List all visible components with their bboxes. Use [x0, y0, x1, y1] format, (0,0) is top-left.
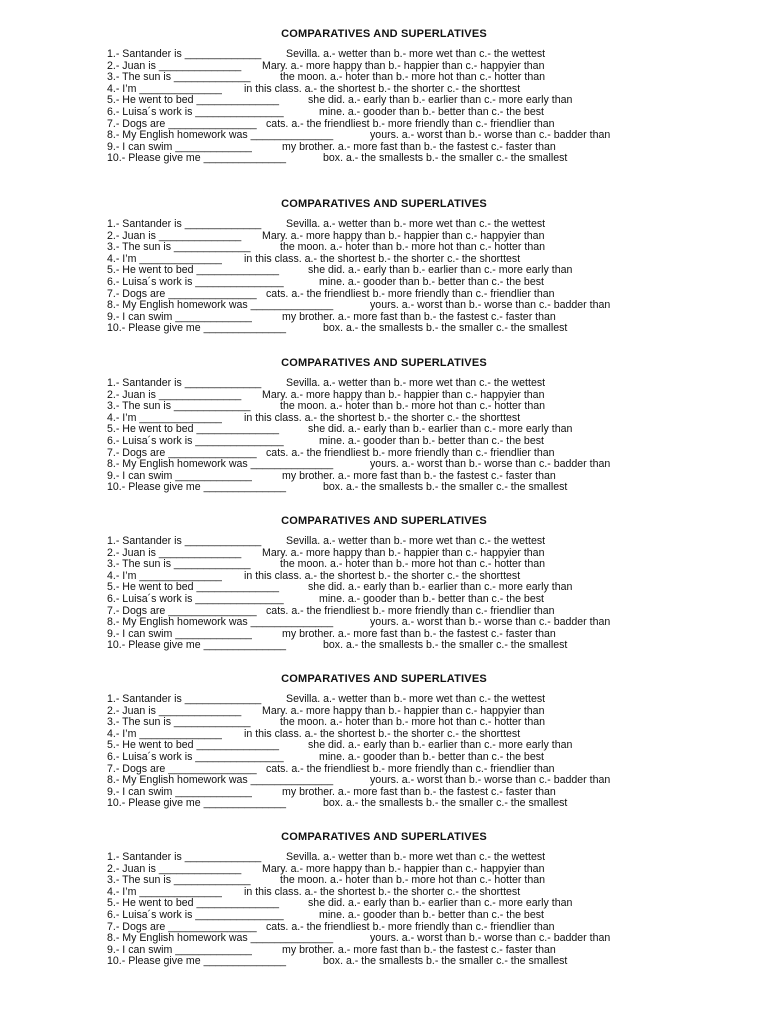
question-options: box. a.- the smallests b.- the smaller c.- the smallest	[323, 481, 568, 494]
question-options: cats. a.- the friendliest b.- more friendly than c.- friendlier than	[266, 920, 555, 933]
question-options: my brother. a.- more fast than b.- the fastest c.- faster than	[282, 310, 556, 323]
question-row	[0, 956, 768, 968]
question-row	[0, 798, 768, 810]
question-options: box. a.- the smallests b.- the smaller c.- the smallest	[323, 955, 568, 968]
question-options: mine. a.- gooder than b.- better than c.- the best	[319, 750, 544, 763]
question-stem: 10.- Please give me ______________	[107, 152, 287, 165]
question-options: cats. a.- the friendliest b.- more friendly than c.- friendlier than	[266, 446, 555, 459]
question-list	[0, 378, 768, 494]
question-row	[0, 436, 768, 448]
question-options: yours. a.- worst than b.- worse than c.- badder than	[370, 458, 611, 471]
question-stem: 10.- Please give me ______________	[107, 639, 287, 652]
question-options: yours. a.- worst than b.- worse than c.- badder than	[370, 299, 611, 312]
question-row	[0, 910, 768, 922]
question-stem: 2.- Juan is ______________	[107, 704, 242, 717]
question-options: mine. a.- gooder than b.- better than c.- the best	[319, 908, 544, 921]
question-options: in this class. a.- the shortest b.- the shorter c.- the shorttest	[244, 569, 521, 582]
question-options: cats. a.- the friendliest b.- more friendly than c.- friendlier than	[266, 604, 555, 617]
question-row	[0, 852, 768, 864]
question-stem: 4.- I’m ______________	[107, 727, 222, 740]
question-stem: 10.- Please give me ______________	[107, 955, 287, 968]
question-list	[0, 852, 768, 968]
question-stem: 5.- He went to bed ______________	[107, 94, 279, 107]
question-stem: 1.- Santander is _____________	[107, 693, 262, 705]
question-row	[0, 459, 768, 471]
question-stem: 7.- Dogs are _______________	[107, 920, 257, 933]
question-stem: 4.- I’m ______________	[107, 411, 222, 424]
question-options: mine. a.- gooder than b.- better than c.- the best	[319, 275, 544, 288]
question-options: box. a.- the smallests b.- the smaller c.- the smallest	[323, 322, 568, 335]
question-row	[0, 153, 768, 165]
question-list	[0, 536, 768, 652]
question-options: my brother. a.- more fast than b.- the fastest c.- faster than	[282, 627, 556, 640]
question-options: in this class. a.- the shortest b.- the shorter c.- the shorttest	[244, 727, 521, 740]
question-options: in this class. a.- the shortest b.- the shorter c.- the shorttest	[244, 411, 521, 424]
question-stem: 5.- He went to bed ______________	[107, 423, 279, 436]
question-row	[0, 752, 768, 764]
question-options: my brother. a.- more fast than b.- the fastest c.- faster than	[282, 785, 556, 798]
question-row	[0, 594, 768, 606]
question-stem: 8.- My English homework was ______________	[107, 129, 334, 142]
question-options: Sevilla. a.- wetter than b.- more wet than c.- the wettest	[286, 218, 546, 230]
question-stem: 10.- Please give me ______________	[107, 322, 287, 335]
question-options: she did. a.- early than b.- earlier than c.- more early than	[308, 897, 573, 910]
question-stem: 6.- Luisa´s work is _______________	[107, 592, 284, 605]
question-stem: 7.- Dogs are _______________	[107, 287, 257, 300]
question-options: Mary. a.- more happy than b.- happier than c.- happyier than	[262, 229, 545, 242]
question-stem: 6.- Luisa´s work is _______________	[107, 750, 284, 763]
question-options: the moon. a.- hoter than b.- more hot than c.- hotter than	[280, 241, 545, 254]
question-options: Mary. a.- more happy than b.- happier than c.- happyier than	[262, 388, 545, 401]
question-stem: 2.- Juan is ______________	[107, 59, 242, 72]
question-options: the moon. a.- hoter than b.- more hot than c.- hotter than	[280, 874, 545, 887]
question-row	[0, 323, 768, 335]
question-stem: 3.- The sun is _____________	[107, 71, 251, 84]
question-options: Sevilla. a.- wetter than b.- more wet than c.- the wettest	[286, 851, 546, 863]
question-list	[0, 694, 768, 810]
question-options: the moon. a.- hoter than b.- more hot than c.- hotter than	[280, 558, 545, 571]
question-row	[0, 277, 768, 289]
question-stem: 8.- My English homework was ______________	[107, 458, 334, 471]
question-options: my brother. a.- more fast than b.- the fastest c.- faster than	[282, 943, 556, 956]
question-stem: 7.- Dogs are _______________	[107, 604, 257, 617]
question-options: cats. a.- the friendliest b.- more friendly than c.- friendlier than	[266, 117, 555, 130]
question-stem: 4.- I’m ______________	[107, 82, 222, 95]
question-options: the moon. a.- hoter than b.- more hot than c.- hotter than	[280, 716, 545, 729]
question-stem: 1.- Santander is _____________	[107, 535, 262, 547]
question-row	[0, 536, 768, 548]
question-options: mine. a.- gooder than b.- better than c.- the best	[319, 105, 544, 118]
question-stem: 4.- I’m ______________	[107, 885, 222, 898]
question-options: in this class. a.- the shortest b.- the shorter c.- the shorttest	[244, 82, 521, 95]
question-stem: 1.- Santander is _____________	[107, 218, 262, 230]
question-options: yours. a.- worst than b.- worse than c.- badder than	[370, 932, 611, 945]
question-stem: 5.- He went to bed ______________	[107, 264, 279, 277]
question-stem: 5.- He went to bed ______________	[107, 581, 279, 594]
question-stem: 3.- The sun is _____________	[107, 558, 251, 571]
question-options: mine. a.- gooder than b.- better than c.- the best	[319, 434, 544, 447]
question-stem: 1.- Santander is _____________	[107, 377, 262, 389]
question-stem: 1.- Santander is _____________	[107, 851, 262, 863]
question-options: she did. a.- early than b.- earlier than c.- more early than	[308, 264, 573, 277]
question-stem: 7.- Dogs are _______________	[107, 446, 257, 459]
question-options: Mary. a.- more happy than b.- happier than c.- happyier than	[262, 59, 545, 72]
question-list	[0, 49, 768, 165]
exercise-block	[0, 672, 768, 810]
question-options: she did. a.- early than b.- earlier than c.- more early than	[308, 739, 573, 752]
question-options: Sevilla. a.- wetter than b.- more wet than c.- the wettest	[286, 693, 546, 705]
question-row	[0, 130, 768, 142]
question-options: Mary. a.- more happy than b.- happier than c.- happyier than	[262, 546, 545, 559]
question-row	[0, 219, 768, 231]
question-stem: 2.- Juan is ______________	[107, 388, 242, 401]
question-options: she did. a.- early than b.- earlier than c.- more early than	[308, 423, 573, 436]
exercise-block	[0, 514, 768, 652]
question-stem: 9.- I can swim _____________	[107, 469, 252, 482]
question-stem: 3.- The sun is _____________	[107, 874, 251, 887]
block-title: COMPARATIVES AND SUPERLATIVES	[281, 357, 487, 369]
block-title: COMPARATIVES AND SUPERLATIVES	[281, 28, 487, 40]
question-list	[0, 219, 768, 335]
question-stem: 9.- I can swim _____________	[107, 310, 252, 323]
question-stem: 2.- Juan is ______________	[107, 862, 242, 875]
question-row	[0, 300, 768, 312]
exercise-block	[0, 830, 768, 968]
question-stem: 6.- Luisa´s work is _______________	[107, 434, 284, 447]
question-stem: 2.- Juan is ______________	[107, 546, 242, 559]
question-options: yours. a.- worst than b.- worse than c.- badder than	[370, 616, 611, 629]
question-options: Mary. a.- more happy than b.- happier than c.- happyier than	[262, 862, 545, 875]
question-row	[0, 933, 768, 945]
question-stem: 8.- My English homework was ______________	[107, 774, 334, 787]
question-row	[0, 49, 768, 61]
question-options: mine. a.- gooder than b.- better than c.- the best	[319, 592, 544, 605]
question-stem: 6.- Luisa´s work is _______________	[107, 275, 284, 288]
question-row	[0, 617, 768, 629]
question-stem: 6.- Luisa´s work is _______________	[107, 105, 284, 118]
question-stem: 4.- I’m ______________	[107, 252, 222, 265]
exercise-block	[0, 27, 768, 165]
question-options: my brother. a.- more fast than b.- the fastest c.- faster than	[282, 469, 556, 482]
question-stem: 7.- Dogs are _______________	[107, 762, 257, 775]
question-options: in this class. a.- the shortest b.- the shorter c.- the shorttest	[244, 252, 521, 265]
question-stem: 9.- I can swim _____________	[107, 785, 252, 798]
question-stem: 8.- My English homework was ______________	[107, 616, 334, 629]
question-row	[0, 775, 768, 787]
block-title: COMPARATIVES AND SUPERLATIVES	[281, 515, 487, 527]
question-row	[0, 482, 768, 494]
question-stem: 8.- My English homework was ______________	[107, 299, 334, 312]
question-options: Sevilla. a.- wetter than b.- more wet than c.- the wettest	[286, 377, 546, 389]
question-stem: 3.- The sun is _____________	[107, 241, 251, 254]
question-stem: 9.- I can swim _____________	[107, 627, 252, 640]
block-title: COMPARATIVES AND SUPERLATIVES	[281, 198, 487, 210]
question-options: yours. a.- worst than b.- worse than c.- badder than	[370, 774, 611, 787]
question-stem: 4.- I’m ______________	[107, 569, 222, 582]
question-options: Mary. a.- more happy than b.- happier than c.- happyier than	[262, 704, 545, 717]
question-options: box. a.- the smallests b.- the smaller c.- the smallest	[323, 639, 568, 652]
question-stem: 3.- The sun is _____________	[107, 716, 251, 729]
question-options: box. a.- the smallests b.- the smaller c.- the smallest	[323, 797, 568, 810]
question-stem: 8.- My English homework was ______________	[107, 932, 334, 945]
block-title: COMPARATIVES AND SUPERLATIVES	[281, 673, 487, 685]
question-options: box. a.- the smallests b.- the smaller c.- the smallest	[323, 152, 568, 165]
question-options: in this class. a.- the shortest b.- the shorter c.- the shorttest	[244, 885, 521, 898]
question-options: she did. a.- early than b.- earlier than c.- more early than	[308, 581, 573, 594]
question-options: my brother. a.- more fast than b.- the fastest c.- faster than	[282, 140, 556, 153]
question-stem: 10.- Please give me ______________	[107, 481, 287, 494]
question-stem: 5.- He went to bed ______________	[107, 739, 279, 752]
question-options: cats. a.- the friendliest b.- more friendly than c.- friendlier than	[266, 762, 555, 775]
question-options: the moon. a.- hoter than b.- more hot than c.- hotter than	[280, 400, 545, 413]
question-row	[0, 378, 768, 390]
question-stem: 5.- He went to bed ______________	[107, 897, 279, 910]
question-stem: 1.- Santander is _____________	[107, 48, 262, 60]
question-stem: 10.- Please give me ______________	[107, 797, 287, 810]
block-title: COMPARATIVES AND SUPERLATIVES	[281, 831, 487, 843]
question-stem: 3.- The sun is _____________	[107, 400, 251, 413]
exercise-block	[0, 197, 768, 335]
question-stem: 7.- Dogs are _______________	[107, 117, 257, 130]
question-options: Sevilla. a.- wetter than b.- more wet than c.- the wettest	[286, 535, 546, 547]
question-stem: 9.- I can swim _____________	[107, 943, 252, 956]
question-stem: 9.- I can swim _____________	[107, 140, 252, 153]
question-options: cats. a.- the friendliest b.- more friendly than c.- friendlier than	[266, 287, 555, 300]
question-options: Sevilla. a.- wetter than b.- more wet than c.- the wettest	[286, 48, 546, 60]
question-options: the moon. a.- hoter than b.- more hot than c.- hotter than	[280, 71, 545, 84]
question-row	[0, 694, 768, 706]
question-stem: 6.- Luisa´s work is _______________	[107, 908, 284, 921]
question-stem: 2.- Juan is ______________	[107, 229, 242, 242]
exercise-block	[0, 356, 768, 494]
question-row	[0, 107, 768, 119]
question-options: yours. a.- worst than b.- worse than c.- badder than	[370, 129, 611, 142]
question-options: she did. a.- early than b.- earlier than c.- more early than	[308, 94, 573, 107]
question-row	[0, 640, 768, 652]
